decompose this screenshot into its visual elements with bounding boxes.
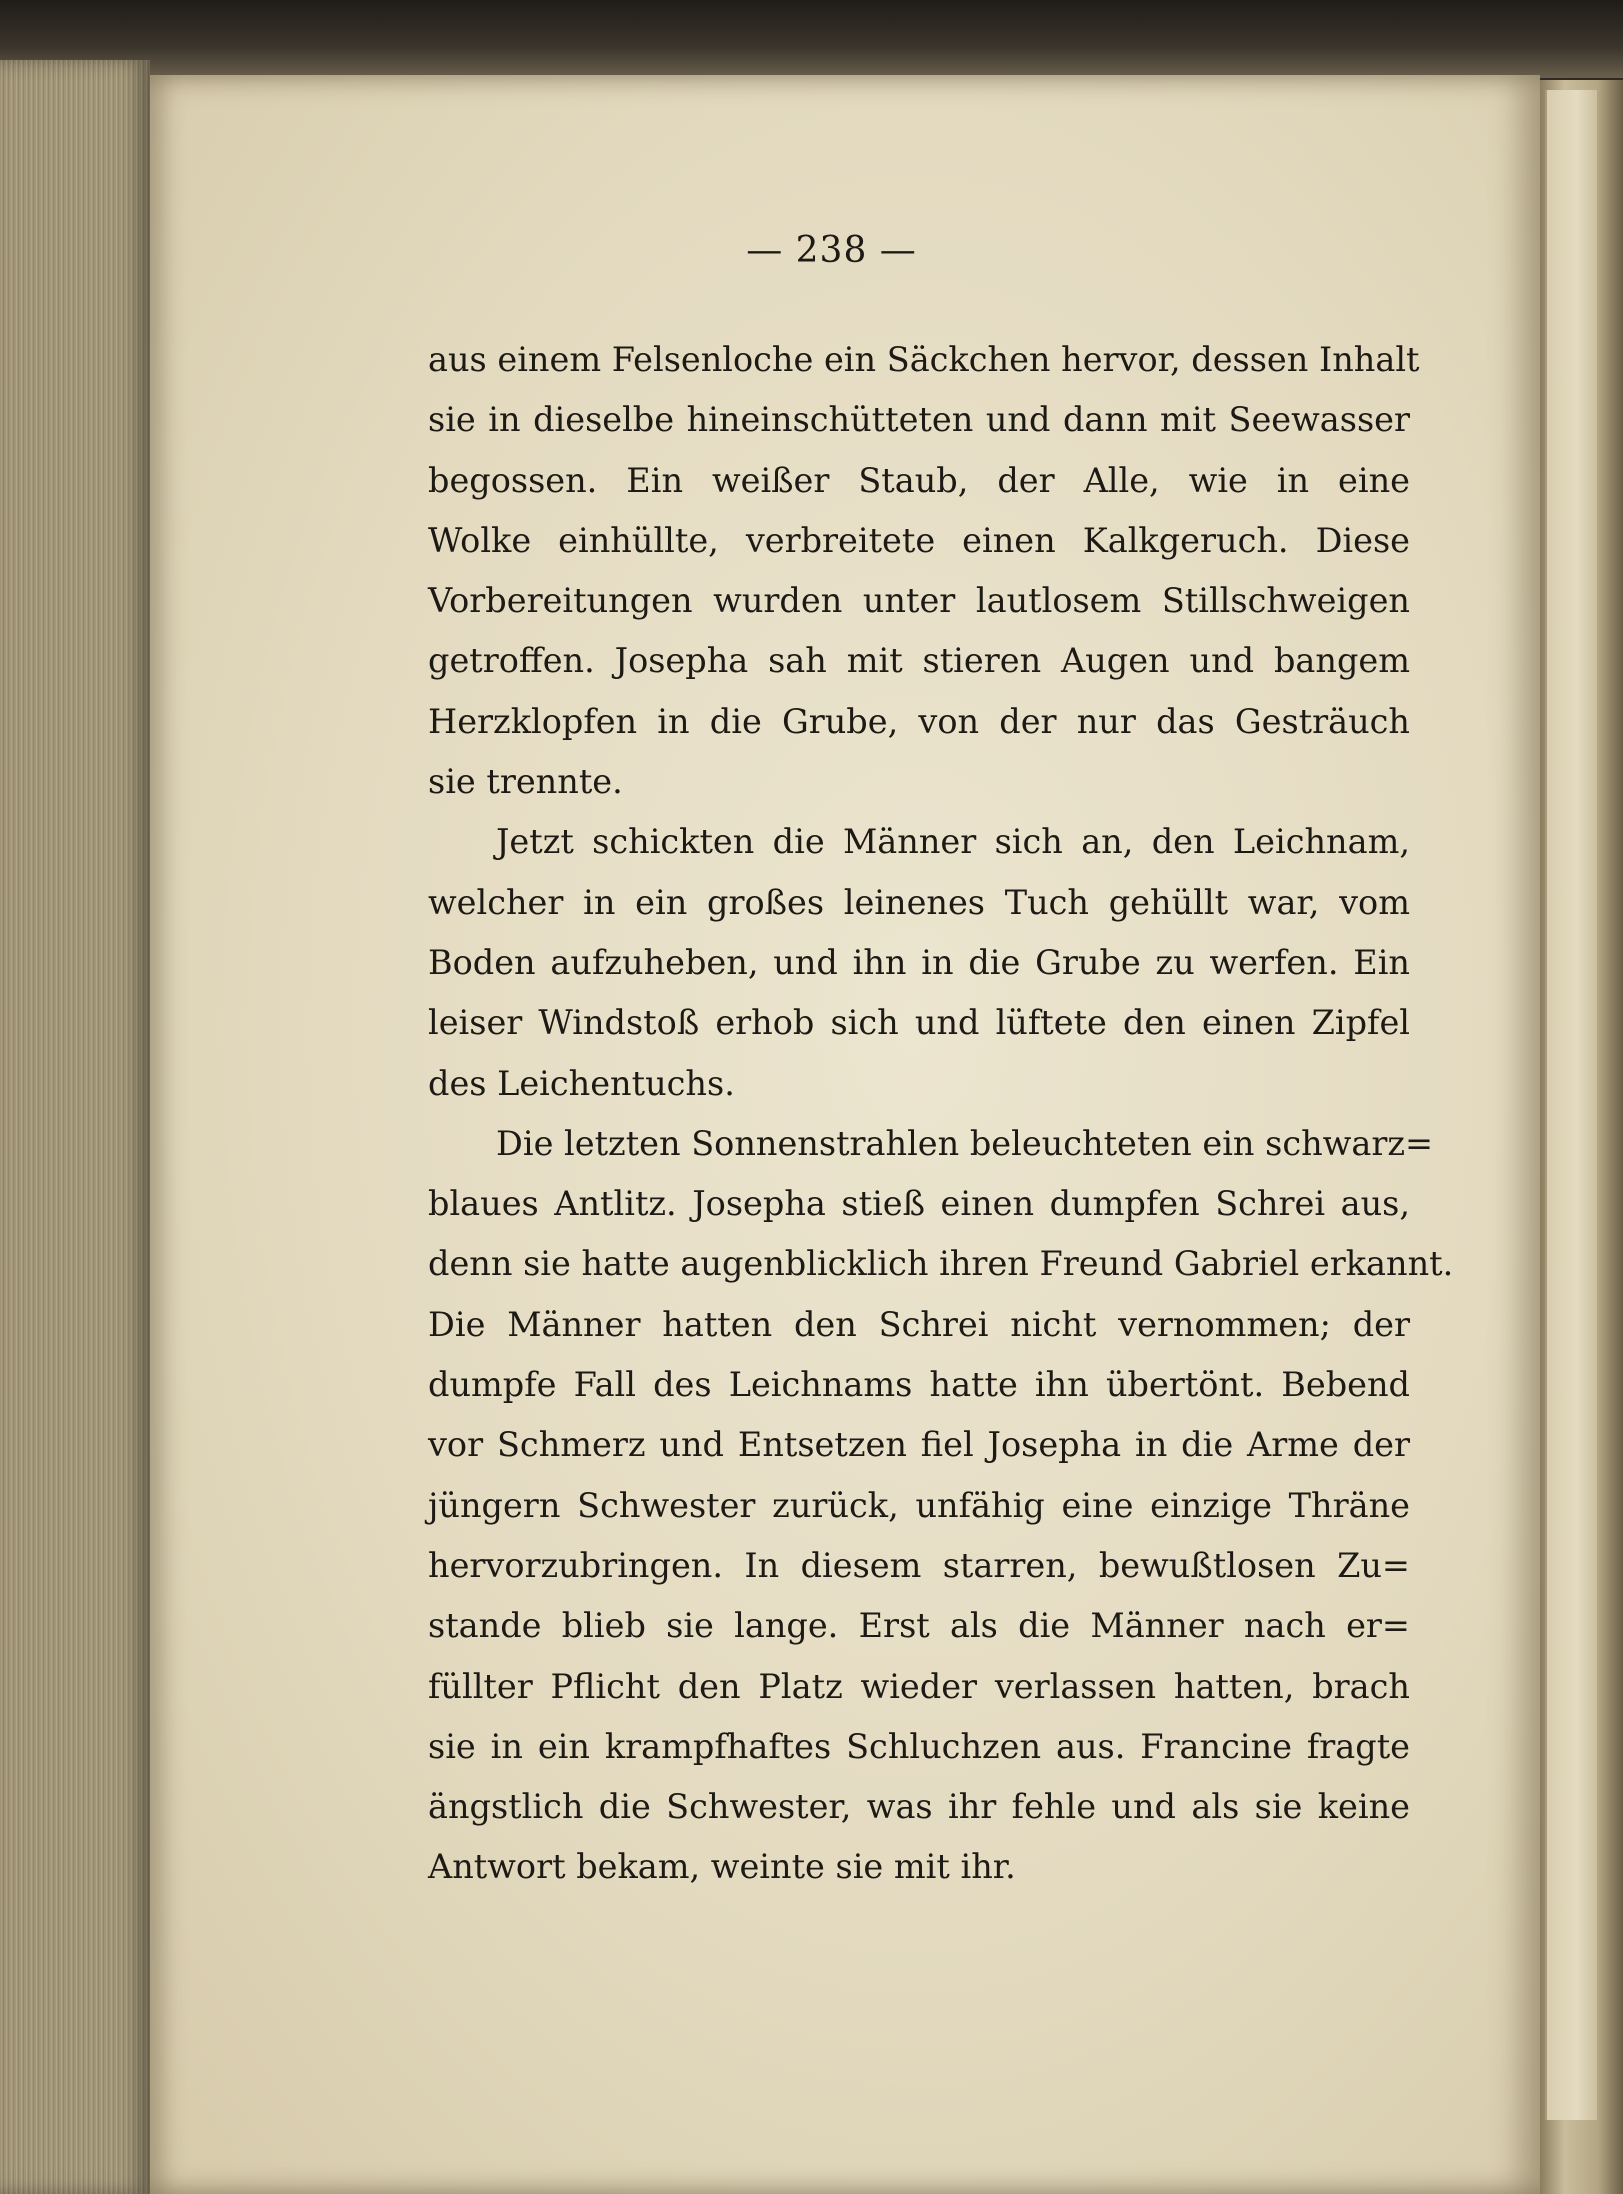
text-line: getroffen. Josepha sah mit stieren Augen und bangem bbox=[428, 641, 1410, 681]
text-line: begossen. Ein weißer Staub, der Alle, wie in eine bbox=[428, 460, 1410, 500]
text-line: Boden aufzuheben, und ihn in die Grube zu werfen. Ein bbox=[428, 942, 1410, 982]
text-line: Herzklopfen in die Grube, von der nur das Gesträuch bbox=[428, 701, 1410, 741]
text-line: welcher in ein großes leinenes Tuch gehüllt war, vom bbox=[428, 882, 1410, 922]
text-line: Vorbereitungen wurden unter lautlosem Stillschweigen bbox=[428, 581, 1410, 621]
text-line: dumpfe Fall des Leichnams hatte ihn übertönt. Bebend bbox=[428, 1365, 1410, 1405]
text-line: des Leichentuchs. bbox=[428, 1063, 735, 1103]
text-line: Antwort bekam, weinte sie mit ihr. bbox=[428, 1847, 1016, 1887]
book-top-edge bbox=[0, 0, 1623, 78]
text-line: sie trennte. bbox=[428, 762, 623, 802]
paragraph bbox=[428, 812, 1410, 1113]
text-line: blaues Antlitz. Josepha stieß einen dumpfen Schrei aus, bbox=[428, 1184, 1410, 1224]
text-line: hervorzubringen. In diesem starren, bewußtlosen Zu= bbox=[428, 1545, 1410, 1585]
text-line: füllter Pflicht den Platz wieder verlassen hatten, brach bbox=[428, 1666, 1410, 1706]
text-line: aus einem Felsenloche ein Säckchen hervor, dessen Inhalt bbox=[428, 340, 1420, 379]
text-line: leiser Windstoß erhob sich und lüftete den einen Zipfel bbox=[428, 1003, 1410, 1043]
text-line: sie in dieselbe hineinschütteten und dann mit Seewasser bbox=[428, 400, 1410, 440]
text-line: denn sie hatte augenblicklich ihren Freund Gabriel erkannt. bbox=[428, 1244, 1454, 1284]
text-line: Jetzt schickten die Männer sich an, den Leichnam, bbox=[496, 822, 1410, 862]
book-page-edges bbox=[0, 60, 150, 2194]
adjacent-page-leaf bbox=[1545, 90, 1597, 2120]
text-line: ängstlich die Schwester, was ihr fehle und als sie keine bbox=[428, 1787, 1410, 1827]
text-line: Die Männer hatten den Schrei nicht vernommen; der bbox=[428, 1304, 1410, 1344]
paragraph bbox=[428, 1114, 1454, 1898]
paragraph bbox=[428, 330, 1420, 812]
text-line: Wolke einhüllte, verbreitete einen Kalkgeruch. Diese bbox=[428, 520, 1410, 560]
page-number: — 238 — bbox=[746, 230, 917, 271]
text-line: jüngern Schwester zurück, unfähig eine einzige Thräne bbox=[428, 1485, 1410, 1525]
text-line: vor Schmerz und Entsetzen fiel Josepha in die Arme der bbox=[428, 1425, 1410, 1465]
text-line: stande blieb sie lange. Erst als die Männer nach er= bbox=[428, 1606, 1410, 1646]
text-line: sie in ein krampfhaftes Schluchzen aus. Francine fragte bbox=[428, 1726, 1410, 1766]
body-text bbox=[428, 330, 1454, 1898]
text-line: Die letzten Sonnenstrahlen beleuchteten ein schwarz= bbox=[496, 1123, 1434, 1163]
